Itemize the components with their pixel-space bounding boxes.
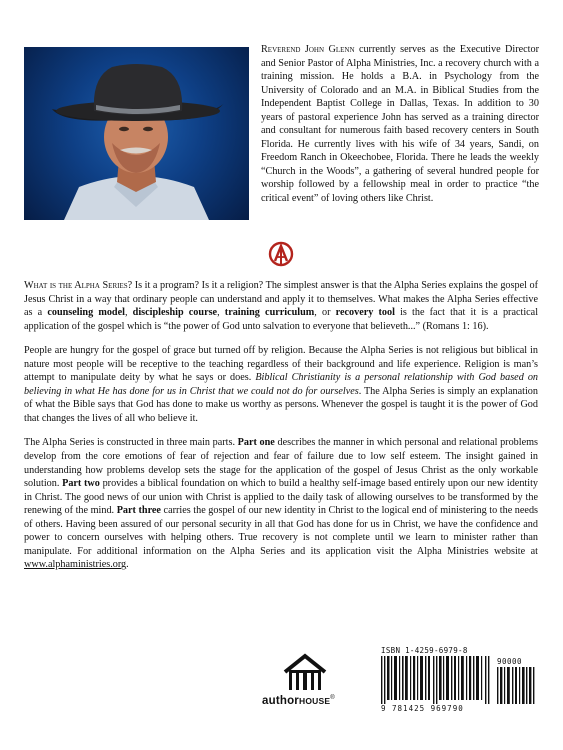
paragraph-what-is bbox=[24, 279, 538, 333]
isbn-number: ISBN 1-4259-6979-8 bbox=[381, 646, 468, 655]
part-two-label: Part two bbox=[62, 478, 100, 490]
text: Is it a program? Is it a religion? The simplest answer is that the Alpha Series explains the gospel of Jesus Christ in a way that ordinary people can understand and apply it to themselves. What makes the Alpha Series effective as a bbox=[24, 280, 539, 319]
description bbox=[24, 279, 538, 583]
bold-term: counseling model bbox=[47, 307, 125, 319]
text: The Alpha Series is constructed in three main parts. bbox=[24, 437, 238, 449]
publisher-name-house: HOUSE bbox=[298, 696, 331, 706]
bold-term: training curriculum bbox=[224, 307, 315, 319]
part-one-label: Part one bbox=[237, 437, 275, 449]
author-name: Reverend John Glenn bbox=[261, 44, 355, 55]
text: describes the manner in which personal and relational problems develop from the core emotions of fear of rejection and fear of failure due to low self esteem. The insight gained in understanding how problems develop sets the stage for the application of the gospel of Jesus Christ as the only workable solution. bbox=[24, 437, 539, 490]
alpha-logo-icon bbox=[268, 241, 294, 267]
text: carries the gospel of our new identity in Christ to the logical end of ministering to the needs of others. Having been assured of our personal security in all that God has done for us in Christ, we have the confidence and power to concern ourselves with helping others. True recovery is not complete until we learn to minister rather than manipulate. For additional information on the Alpha Series and its application visit the Alpha Ministries website at bbox=[24, 505, 538, 557]
author-bio bbox=[261, 43, 539, 206]
text: provides a biblical foundation on which to build a healthy self-image based entirely upon our new identity in Christ. The good news of our union with Christ is applied to the daily task of allowing ourselves to be transformed by the renewing of the mind. bbox=[24, 478, 538, 517]
text: . bbox=[126, 559, 129, 571]
bold-term: discipleship course bbox=[132, 307, 218, 319]
part-three-label: Part three bbox=[116, 505, 161, 517]
paragraph-people-hungry bbox=[24, 344, 538, 425]
isbn-barcode bbox=[377, 646, 538, 714]
bold-term: recovery tool bbox=[335, 307, 395, 319]
publisher-name bbox=[262, 695, 335, 707]
bio-text: currently serves as the Executive Director and Senior Pastor of Alpha Ministries, Inc. a recovery church with a training mission. He holds a B.A. in Psychology from the University of Colorado and an M.A. in Biblical Studies from the Independent Baptist College in Dallas, Texas. In addition to 30 years of pastoral experience John has served as a training director and consultant for numerous faith based recovery centers in South Florida. He currently lives with his wife of 34 years, Sandi, on Freedom Ranch in Okeechobee, Florida. There he leads the weekly “Church in the Woods”, a gathering of several hundred people for worship followed by a fellowship meal in order to practice “the critical event” of loving others like Christ. bbox=[261, 44, 539, 205]
text: . The Alpha Series is simply an explanation of what the Bible says that God has done to make us worthy as persons. Whenever the gospel is taught it is the power of God that changes the lives of all who believe it. bbox=[24, 385, 538, 424]
barcode-digits: 9 781425 969790 bbox=[381, 704, 464, 713]
paragraph-three-parts bbox=[24, 436, 538, 571]
text: , or bbox=[314, 307, 336, 319]
ean-barcode bbox=[381, 656, 493, 704]
price-code: 90000 bbox=[497, 657, 523, 666]
author-photo bbox=[24, 47, 249, 220]
text: , bbox=[124, 307, 133, 319]
lead-question: What is the Alpha Series? bbox=[24, 280, 133, 291]
price-barcode bbox=[497, 667, 535, 704]
italic-statement: Biblical Christianity is a personal relationship with God based on believing in what He has done for us in Christ that we could not do for ourselves bbox=[24, 372, 539, 397]
text: is the fact that it is a practical application of the gospel which is “the power of God unto salvation to everyone that believeth...” (Romans 1: 16). bbox=[24, 307, 539, 332]
text: People are hungry for the gospel of grace but turned off by religion. Because the Alpha Series is not religious but biblical in nature most people will be receptive to the teaching regardless of their background and life experience. Religion is man’s attempt to manipulate deity by what he says or does. bbox=[24, 345, 538, 384]
text: , bbox=[217, 307, 225, 319]
publisher-name-author: author bbox=[262, 695, 299, 707]
registered-mark: ® bbox=[330, 695, 335, 702]
website-link[interactable]: www.alphaministries.org bbox=[24, 559, 127, 571]
